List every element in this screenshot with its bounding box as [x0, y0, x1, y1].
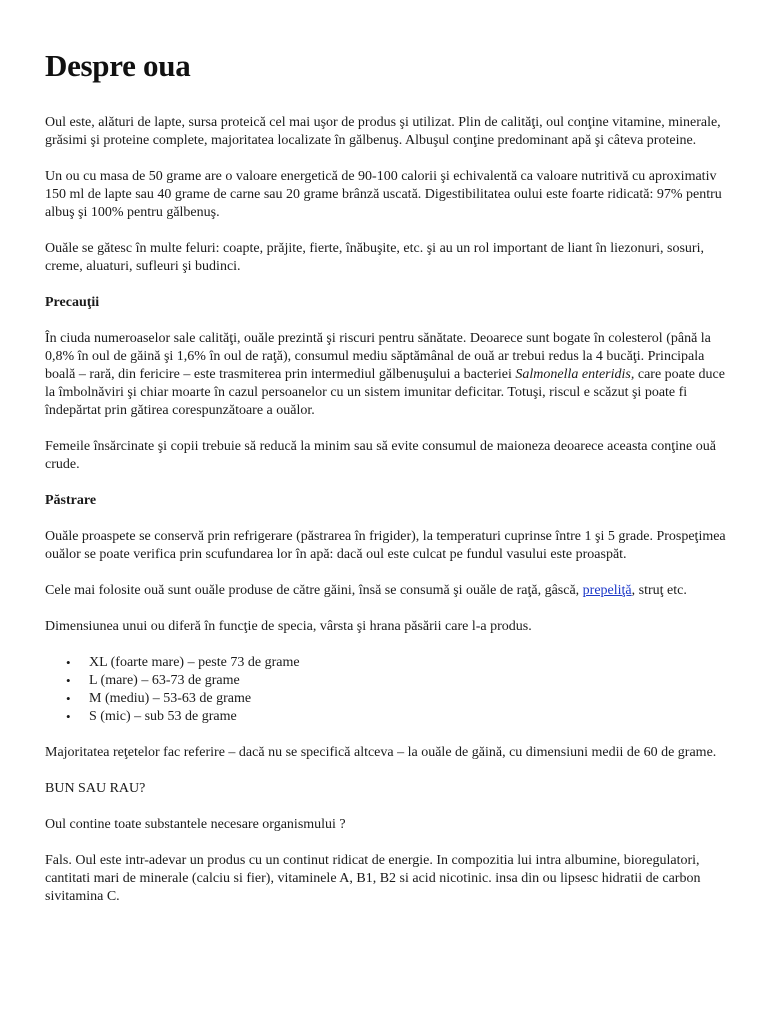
paragraph-answer: Fals. Oul este intr-adevar un produs cu un continut ridicat de energie. In compozitia lui intra albumine, bioregulatori, cantitati mari de minerale (calciu si fier), vitaminele A, B1, B2 si acid nicotinic. insa din ou lipsesc hidratii de carbon sivitamina C. [45, 853, 701, 904]
paragraph-recipes: Majoritatea reţetelor fac referire – dacă nu se specifică altceva – la ouăle de găină, cu dimensiuni medii de 60 de grame. [45, 745, 717, 760]
section-title-storage: Păstrare [45, 493, 97, 508]
paragraph-pregnant: Femeile însărcinate şi copii trebuie să reducă la minim sau să evite consumul de maioneza deoarece aceasta conţine ouă crude. [45, 439, 716, 472]
egg-types-text-end: , struţ etc. [631, 583, 687, 598]
risks-text-end: care poate duce la îmbolnăviri şi chiar moarte în cazul persoanelor cu un sistem imunitar deficitar. Totuşi, riscul e scăzut şi poate fi îndepărtat prin gătirea corespunzătoare a ouălor. [45, 367, 725, 418]
bacteria-name: Salmonella enteridis, [515, 367, 635, 382]
paragraph-risks [45, 330, 735, 420]
risks-text-start: În ciuda numeroaselor sale calităţi, ouăle prezintă şi riscuri pentru sănătate. Deoarece sunt bogate în colesterol (până la 0,8% în oul de găină şi 1,6% în oul de raţă), consumul mediu săptămânal de ouă ar trebui redus la 4 bucăţi. Principala boală – rară, din fericire – este trasmiterea prin intermediul gălbenuşului a bacteriei [45, 331, 711, 382]
list-item: • S (mic) – sub 53 de grame [45, 708, 735, 726]
paragraph-cooking: Ouăle se gătesc în multe feluri: coapte, prăjite, fierte, înăbuşite, etc. şi au un rol important de liant în liezonuri, sosuri, creme, aluaturi, sufleuri şi budinci. [45, 241, 704, 274]
paragraph-storage: Ouăle proaspete se conservă prin refrigerare (păstrarea în frigider), la temperaturi cuprinse între 1 şi 5 grade. Prospeţimea ouălor se poate verifica prin scufundarea lor în apă: dacă oul este culcat pe fundul vasului este proaspăt. [45, 529, 726, 562]
paragraph-intro: Oul este, alături de lapte, sursa proteică cel mai uşor de produs şi utilizat. Plin de calităţi, oul conţine vitamine, minerale, grăsimi şi proteine complete, majoritatea localizate în gălbenuş. Albuşul conţine predominant apă şi câteva proteine. [45, 115, 721, 148]
size-list [45, 654, 735, 726]
list-item: • XL (foarte mare) – peste 73 de grame [45, 654, 735, 672]
egg-types-text-start: Cele mai folosite ouă sunt ouăle produse de către găini, însă se consumă şi ouăle de raţă, gâscă, [45, 583, 583, 598]
page-title: Despre oua [45, 48, 191, 83]
document-body [45, 47, 735, 924]
paragraph-question: Oul contine toate substantele necesare organismului ? [45, 817, 346, 832]
list-item: • M (mediu) – 53-63 de grame [45, 690, 735, 708]
paragraph-egg-types [45, 582, 735, 600]
link-quail[interactable]: prepeliţă [582, 583, 632, 598]
section-title-precautions: Precauţii [45, 295, 100, 310]
paragraph-energy: Un ou cu masa de 50 grame are o valoare energetică de 90-100 calorii şi echivalentă ca valoare nutritivă cu aproximativ 150 ml de lapte sau 40 grame de carne sau 20 grame brânză uscată. Digestibilitatea oului este foarte ridicată: 97% pentru albuş şi 100% pentru gălbenuş. [45, 169, 722, 220]
paragraph-good-or-bad: BUN SAU RAU? [45, 781, 146, 796]
list-item: • L (mare) – 63-73 de grame [45, 672, 735, 690]
paragraph-size: Dimensiunea unui ou diferă în funcţie de specia, vârsta şi hrana păsării care l-a produs. [45, 619, 532, 634]
